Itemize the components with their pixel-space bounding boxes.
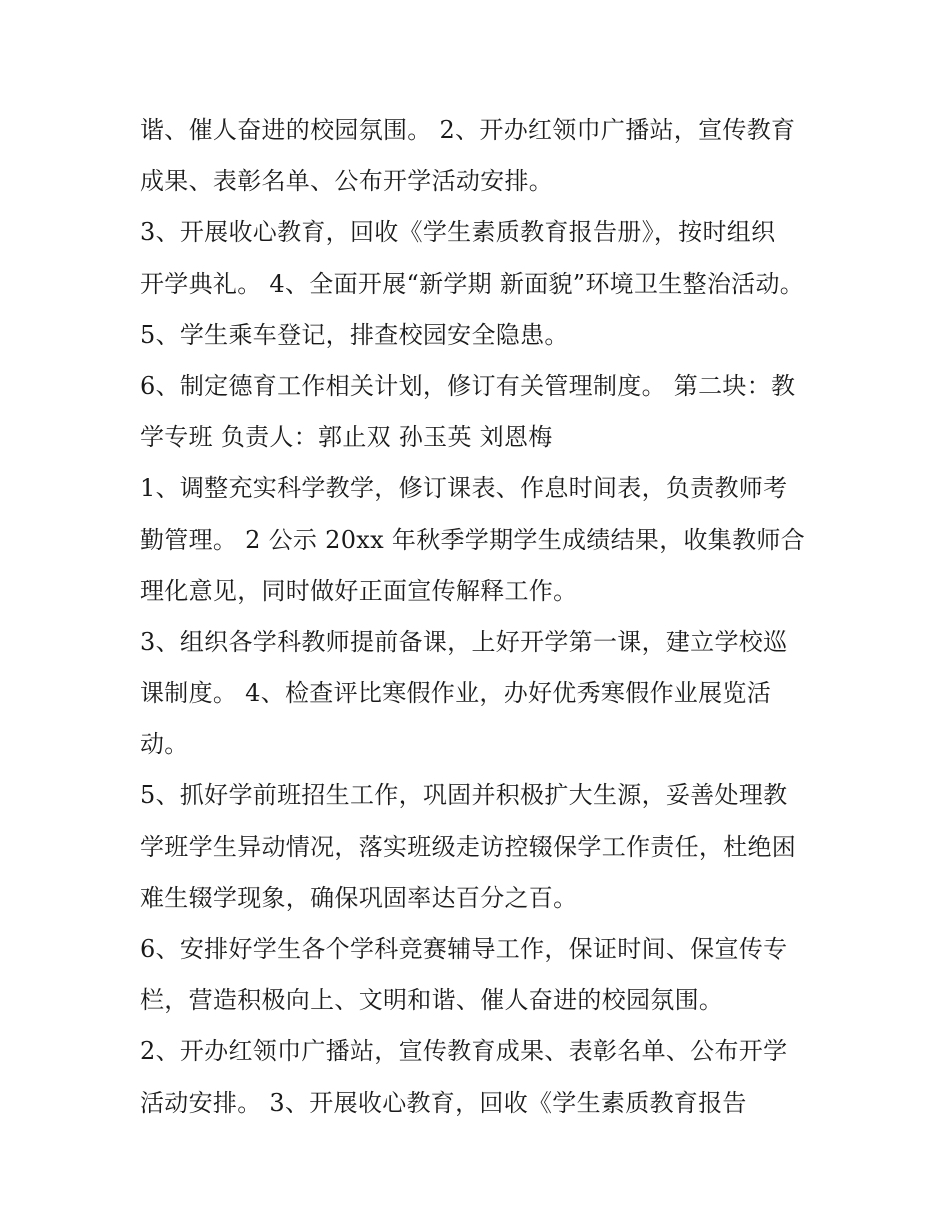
- text-line: 活动安排。 3、开展收心教育，回收《学生素质教育报告: [140, 1088, 747, 1117]
- text-line: 成果、表彰名单、公布开学活动安排。: [140, 167, 554, 196]
- text-line: 勤管理。 2 公示 20xx 年秋季学期学生成绩结果，收集教师合: [140, 525, 805, 554]
- text-line: 5、学生乘车登记，排查校园安全隐患。: [140, 320, 569, 349]
- document-body: [140, 105, 820, 1129]
- text-line: 3、组织各学科教师提前备课，上好开学第一课，建立学校巡: [140, 627, 788, 656]
- text-line: 5、抓好学前班招生工作，巩固并积极扩大生源，妥善处理教: [140, 781, 788, 810]
- text-line: 6、制定德育工作相关计划，修订有关管理制度。 第二块：教: [140, 371, 796, 400]
- text-line: 理化意见，同时做好正面宣传解释工作。: [140, 576, 578, 605]
- text-line: 3、开展收心教育，回收《学生素质教育报告册》，按时组织: [140, 218, 776, 247]
- text-line: 谐、催人奋进的校园氛围。 2、开办红领巾广播站，宣传教育: [140, 116, 796, 144]
- text-line: 6、安排好学生各个学科竞赛辅导工作，保证时间、保宣传专: [140, 935, 788, 963]
- text-line: 学专班 负责人：郭止双 孙玉英 刘恩梅: [140, 423, 553, 452]
- text-line: 课制度。 4、检查评比寒假作业，办好优秀寒假作业展览活: [140, 679, 771, 708]
- text-line: 栏，营造积极向上、文明和谐、催人奋进的校园氛围。: [140, 986, 724, 1015]
- text-line: 开学典礼。 4、全面开展“新学期 新面貌”环境卫生整治活动。: [140, 269, 805, 298]
- text-line: 学班学生异动情况，落实班级走访控辍保学工作责任，杜绝困: [140, 832, 797, 861]
- text-line: 动。: [140, 730, 189, 759]
- text-line: 难生辍学现象，确保巩固率达百分之百。: [140, 883, 578, 912]
- text-line: 2、开办红领巾广播站，宣传教育成果、表彰名单、公布开学: [140, 1037, 788, 1066]
- text-line: 1、调整充实科学教学，修订课表、作息时间表，负责教师考: [140, 474, 788, 503]
